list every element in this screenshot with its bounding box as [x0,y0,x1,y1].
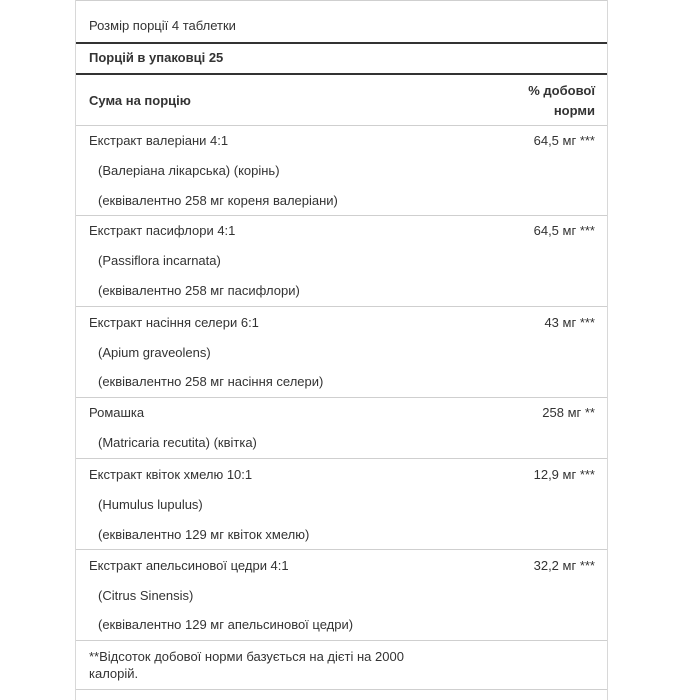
divider [76,306,607,307]
ingredient-name: Екстракт квіток хмелю 10:1 [89,467,253,482]
ingredient-detail: (Валеріана лікарська) (корінь) [98,163,280,178]
footnote-line2: калорій. [89,666,139,681]
divider [76,125,607,126]
ingredient-amount: 64,5 мг *** [533,133,595,148]
ingredient-name: Ромашка [89,405,145,420]
ingredient-amount: 32,2 мг *** [533,558,595,573]
divider [76,73,607,75]
footnote-line1: **Відсоток добової норми базується на дієті на 2000 [89,649,404,664]
ingredient-detail: (Citrus Sinensis) [98,588,194,603]
ingredient-amount: 64,5 мг *** [533,223,595,238]
servings-per-container: Порцій в упаковці 25 [89,50,224,65]
divider [76,458,607,459]
ingredient-name: Екстракт пасифлори 4:1 [89,223,236,238]
ingredient-name: Екстракт валеріани 4:1 [89,133,229,148]
ingredient-amount: 258 мг ** [542,405,595,420]
ingredient-detail: (еквівалентно 258 мг насіння селери) [98,374,324,389]
ingredient-detail: (Apium graveolens) [98,345,211,360]
amount-per-serving-header: Сума на порцію [89,93,191,108]
ingredient-detail: (Matricaria recutita) (квітка) [98,435,257,450]
divider [76,689,607,690]
ingredient-detail: (Humulus lupulus) [98,497,203,512]
divider [76,215,607,216]
divider [76,397,607,398]
ingredient-detail: (еквівалентно 258 мг кореня валеріани) [98,193,338,208]
ingredient-detail: (еквівалентно 258 мг пасифлори) [98,283,300,298]
supplement-facts-table [75,0,608,700]
ingredient-amount: 43 мг *** [544,315,595,330]
ingredient-name: Екстракт апельсинової цедри 4:1 [89,558,289,573]
ingredient-name: Екстракт насіння селери 6:1 [89,315,259,330]
divider [76,0,607,1]
serving-size: Розмір порції 4 таблетки [89,18,236,33]
ingredient-detail: (Passiflora incarnata) [98,253,221,268]
ingredient-detail: (еквівалентно 129 мг квіток хмелю) [98,527,310,542]
daily-value-header-line2: норми [553,103,595,118]
ingredient-amount: 12,9 мг *** [533,467,595,482]
divider [76,42,607,44]
divider [76,640,607,641]
ingredient-detail: (еквівалентно 129 мг апельсинової цедри) [98,617,354,632]
divider [76,549,607,550]
daily-value-header-line1: % добової [528,83,595,98]
